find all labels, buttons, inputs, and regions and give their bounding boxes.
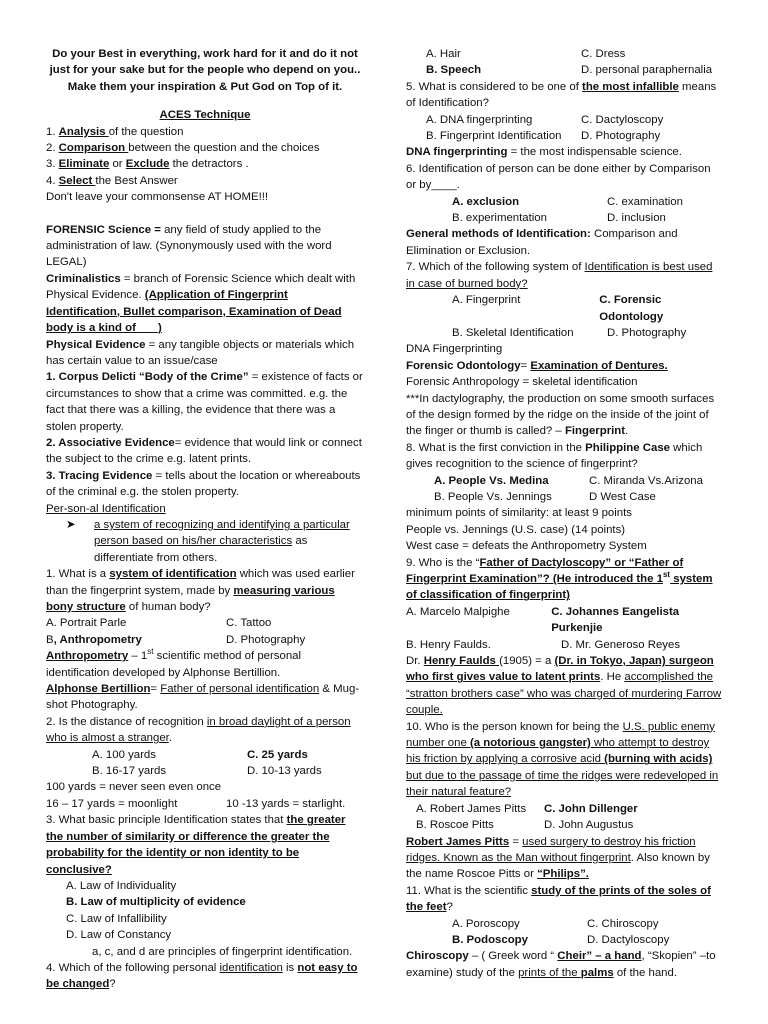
question-9-options-row-2: B. Henry Faulds. D. Mr. Generoso Reyes xyxy=(406,638,681,651)
question-1-options-row-2: B, Anthropometry D. Photography xyxy=(46,633,306,646)
question-6-options-row-1: A. exclusion C. examination xyxy=(452,195,683,208)
question-10-options-row-2: B. Roscoe Pitts D. John Augustus xyxy=(416,819,634,832)
personal-identification-heading: Per-son-al Identification xyxy=(46,502,166,515)
left-column xyxy=(46,46,364,993)
motto: Do your Best in everything, work hard for it and do it not just for your sake but for the people who depend on you.. Make them your inspiration & Put God on Top of it. xyxy=(49,48,361,93)
dna-fingerprinting-def: DNA fingerprinting = the most indispensable science. xyxy=(406,146,682,159)
minimum-points-note: minimum points of similarity: at least 9 points xyxy=(406,507,632,520)
question-5-options-row-2: B. Fingerprint Identification D. Photography xyxy=(426,130,661,143)
question-3-note: a, c, and d are principles of fingerprint identification. xyxy=(92,945,353,958)
aces-item-4: 4. Select the Best Answer xyxy=(46,174,178,187)
question-7-options-row-1: A. Fingerprint C. Forensic Odontology xyxy=(452,294,664,323)
tracing-evidence-def: 3. Tracing Evidence = tells about the location or whereabouts of the criminal e.g. the stolen property. xyxy=(46,469,361,499)
question-6-options-row-2: B. experimentation D. inclusion xyxy=(452,212,666,225)
question-5: 5. What is considered to be one of the most infallible means of Identification? xyxy=(406,80,717,110)
yards-note-2: 16 – 17 yards = moonlight 10 -13 yards = starlight. xyxy=(46,797,346,810)
question-2: 2. Is the distance of recognition in broad daylight of a person who is almost a stranger. xyxy=(46,715,351,745)
question-7: 7. Which of the following system of Identification is best used in case of burned body? xyxy=(406,261,713,290)
question-8: 8. What is the first conviction in the Philippine Case which gives recognition to the science of fingerprint? xyxy=(406,441,703,471)
personal-identification-def: ➤ a system of recognizing and identifying a particular person based on his/her characteristics as differentiate from others. xyxy=(46,517,364,566)
aces-item-2: 2. Comparison between the question and the choices xyxy=(46,142,320,155)
question-4: 4. Which of the following personal identification is not easy to be changed? xyxy=(46,961,358,991)
question-3-option-a: A. Law of Individuality xyxy=(66,879,177,892)
question-3-option-c: C. Law of Infallibility xyxy=(66,912,167,925)
commonsense-note: Don't leave your commonsense AT HOME!!! xyxy=(46,191,269,204)
forensic-science-def: FORENSIC Science = any field of study applied to the administration of law. (Synonymously used with the word LEGAL) xyxy=(46,223,332,269)
physical-evidence-def: Physical Evidence = any tangible objects or materials which has certain value to an issue/case xyxy=(46,338,355,367)
jennings-note: People vs. Jennings (U.S. case) (14 points) xyxy=(406,523,626,536)
anthropometry-def: Anthropometry – 1st scientific method of personal identification developed by Alphonse Bertillion. xyxy=(46,647,302,679)
chiroscopy-def: Chiroscopy – ( Greek word “ Cheir” – a hand, “Skopien” –to examine) study of the prints of the palms of the hand. xyxy=(406,950,716,979)
question-10: 10. Who is the person known for being the U.S. public enemy number one (a notorious gangster) who attempt to destroy his friction by applying a corrosive acid (burning with acids) but due to the passage of time the ridges were redeveloped in their natural feature? xyxy=(406,720,719,799)
question-3-option-d: D. Law of Constancy xyxy=(66,929,172,942)
right-column xyxy=(406,46,722,981)
henry-faulds-def: Dr. Henry Faulds (1905) = a (Dr. in Tokyo, Japan) surgeon who first gives value to latent prints. He accomplished the “stratton brothers case” who was charged of murdering Farrow couple. xyxy=(406,655,722,717)
question-10-options-row-1: A. Robert James Pitts C. John Dillenger xyxy=(416,802,638,815)
associative-evidence-def: 2. Associative Evidence= evidence that would link or connect the subject to the crime e.g. latent prints. xyxy=(46,436,362,466)
aces-title: ACES Technique xyxy=(159,109,251,122)
question-1: 1. What is a system of identification which was used earlier than the fingerprint system, made by measuring various bony structure of human body? xyxy=(46,568,355,613)
general-methods-def: General methods of Identification: Comparison and Elimination or Exclusion. xyxy=(406,228,678,257)
forensic-odontology-def: Forensic Odontology= Examination of Dentures. xyxy=(406,359,668,372)
question-8-options-row-1: A. People Vs. Medina C. Miranda Vs.Arizona xyxy=(434,474,703,487)
forensic-anthropology-def: Forensic Anthropology = skeletal identification xyxy=(406,376,638,389)
corpus-delicti-def: 1. Corpus Delicti “Body of the Crime” = existence of facts or circumstances to show that a crime was committed. e.g. the fact that there was a killing, the evidence that there was a stolen property. xyxy=(46,371,363,433)
question-1-options-row-1: A. Portrait Parle C. Tattoo xyxy=(46,617,272,630)
robert-james-pitts-def: Robert James Pitts = used surgery to destroy his friction ridges. Known as the Man without fingerprint. Also known by the name Roscoe Pitts or “Philips”. xyxy=(406,835,710,881)
question-2-options-row-2: B. 16-17 yards D. 10-13 yards xyxy=(92,765,322,778)
dna-fingerprinting-note: DNA Fingerprinting xyxy=(406,343,503,356)
question-6: 6. Identification of person can be done either by Comparison or by____. xyxy=(406,162,711,192)
yards-note-1: 100 yards = never seen even once xyxy=(46,781,222,794)
question-4-options-row-2: B. Speech D. personal paraphernalia xyxy=(426,64,713,77)
question-9: 9. Who is the “Father of Dactyloscopy” or “Father of Fingerprint Examination”? (He introduced the 1st system of classification of fingerprint) xyxy=(406,556,713,602)
criminalistics-def: Criminalistics = branch of Forensic Science which dealt with Physical Evidence. (Application of Fingerprint Identification, Bullet comparison, Examination of Dead body is a kind of ___) xyxy=(46,272,356,335)
question-9-options-row-1: A. Marcelo Malpighe C. Johannes Eangelista Purkenjie xyxy=(406,605,680,635)
question-8-options-row-2: B. People Vs. Jennings D West Case xyxy=(434,490,656,503)
question-3: 3. What basic principle Identification states that the greater the number of similarity or difference the greater the probability for the identity or non identity to be conclusive? xyxy=(46,814,346,876)
dactylography-note: ***In dactylography, the production on some smooth surfaces of the design formed by the ridge on the inside of the joint of the finger or thumb is called? – Fingerprint. xyxy=(406,392,715,438)
aces-item-3: 3. Eliminate or Exclude the detractors . xyxy=(46,158,249,171)
question-4-options-row-1: A. Hair C. Dress xyxy=(426,48,626,60)
question-11-options-row-1: A. Poroscopy C. Chiroscopy xyxy=(452,917,659,930)
aces-item-1: 1. Analysis of the question xyxy=(46,125,184,138)
question-11-options-row-2: B. Podoscopy D. Dactyloscopy xyxy=(452,933,670,946)
question-3-option-b: B. Law of multiplicity of evidence xyxy=(66,896,246,909)
west-case-note: West case = defeats the Anthropometry System xyxy=(406,540,647,553)
arrow-bullet-icon: ➤ xyxy=(66,518,76,531)
question-2-options-row-1: A. 100 yards C. 25 yards xyxy=(92,748,308,761)
question-5-options-row-1: A. DNA fingerprinting C. Dactyloscopy xyxy=(426,113,664,126)
alphonse-bertillion-def: Alphonse Bertillion= Father of personal identification & Mug-shot Photography. xyxy=(46,683,360,712)
question-11: 11. What is the scientific study of the prints of the soles of the feet? xyxy=(406,884,711,914)
question-7-options-row-2: B. Skeletal Identification D. Photography xyxy=(452,326,687,339)
